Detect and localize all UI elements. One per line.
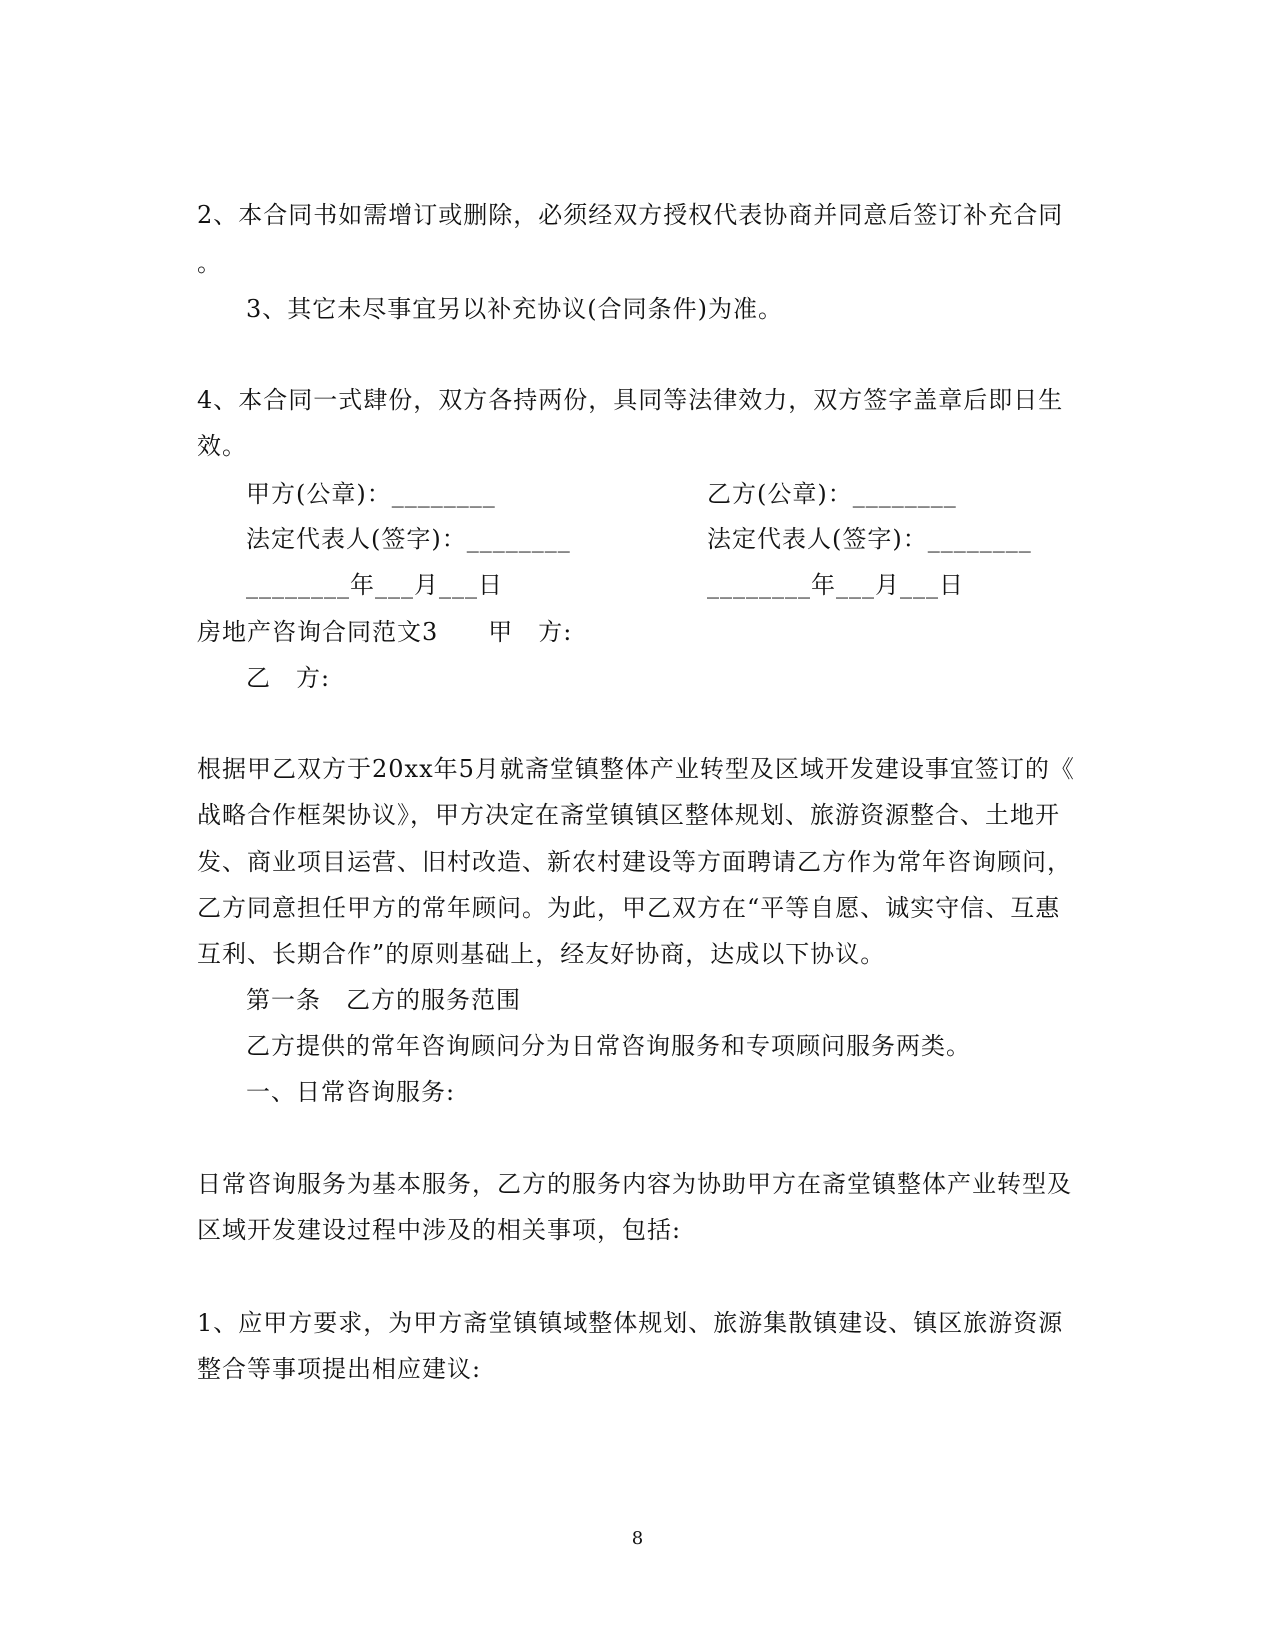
party-a-seal: 甲方(公章)：________ bbox=[246, 480, 496, 508]
article-1-title: 第一条 乙方的服务范围 bbox=[246, 986, 521, 1014]
contract-3-party-b: 乙 方: bbox=[246, 664, 331, 692]
clause-4-line-1: 4、本合同一式肆份，双方各持两份，具同等法律效力，双方签字盖章后即日生 bbox=[197, 386, 1064, 414]
item-1-line-1: 1、应甲方要求，为甲方斋堂镇镇域整体规划、旅游集散镇建设、镇区旅游资源 bbox=[197, 1309, 1064, 1337]
clause-3: 3、其它未尽事宜另以补充协议(合同条件)为准。 bbox=[246, 295, 783, 323]
intro-line-5: 互利、长期合作”的原则基础上，经友好协商，达成以下协议。 bbox=[197, 940, 886, 968]
item-1-line-2: 整合等事项提出相应建议: bbox=[197, 1355, 482, 1383]
party-a-representative: 法定代表人(签字)：________ bbox=[246, 525, 571, 553]
clause-2-line-2: 。 bbox=[197, 249, 222, 277]
intro-line-4: 乙方同意担任甲方的常年顾问。为此，甲乙双方在“平等自愿、诚实守信、互惠 bbox=[197, 894, 1061, 922]
contract-3-title-line: 房地产咨询合同范文3 甲 方: bbox=[197, 618, 573, 646]
clause-4-line-2: 效。 bbox=[197, 432, 247, 460]
intro-line-3: 发、商业项目运营、旧村改造、新农村建设等方面聘请乙方作为常年咨询顾问， bbox=[197, 848, 1072, 876]
clause-2-line-1: 2、本合同书如需增订或删除，必须经双方授权代表协商并同意后签订补充合同 bbox=[197, 201, 1064, 229]
party-a-date: ________年___月___日 bbox=[246, 571, 503, 599]
article-1-text: 乙方提供的常年咨询顾问分为日常咨询服务和专项顾问服务两类。 bbox=[246, 1032, 971, 1060]
daily-service-line-2: 区域开发建设过程中涉及的相关事项，包括: bbox=[197, 1216, 682, 1244]
section-1-title: 一、日常咨询服务: bbox=[246, 1078, 456, 1106]
intro-line-1: 根据甲乙双方于20xx年5月就斋堂镇整体产业转型及区域开发建设事宜签订的《 bbox=[197, 755, 1075, 783]
party-b-date: ________年___月___日 bbox=[707, 571, 964, 599]
intro-line-2: 战略合作框架协议》，甲方决定在斋堂镇镇区整体规划、旅游资源整合、土地开 bbox=[197, 801, 1060, 829]
daily-service-line-1: 日常咨询服务为基本服务，乙方的服务内容为协助甲方在斋堂镇整体产业转型及 bbox=[197, 1170, 1072, 1198]
party-b-representative: 法定代表人(签字)：________ bbox=[707, 525, 1032, 553]
party-b-seal: 乙方(公章)：________ bbox=[707, 480, 957, 508]
page-number: 8 bbox=[631, 1528, 644, 1549]
